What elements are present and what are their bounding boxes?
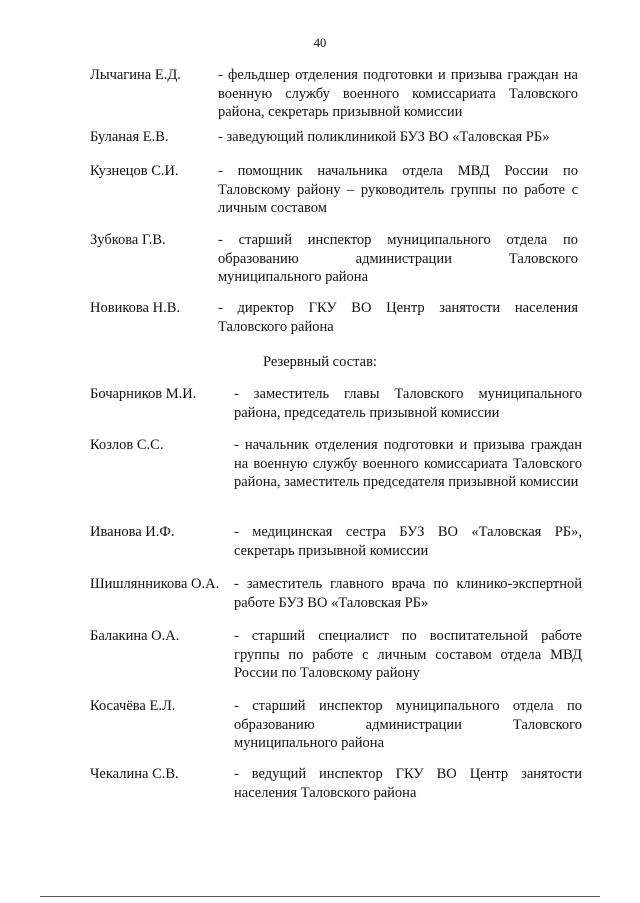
member-name: Кузнецов С.И.	[90, 163, 179, 179]
member-description: - начальник отделения подготовки и призыва граждан на военную службу военного комиссариата Таловского района, заместитель председателя призывной комиссии	[234, 437, 582, 490]
member-description: - старший инспектор муниципального отдела по образованию администрации Таловского муниципального района	[218, 232, 578, 285]
member-name: Буланая Е.В.	[90, 129, 169, 145]
member-description: - помощник начальника отдела МВД России по Таловскому району – руководитель группы по работе с личным составом	[218, 163, 578, 216]
member-description: - старший инспектор муниципального отдела по образованию администрации Таловского муниципального района	[234, 698, 582, 751]
member-description: - заведующий поликлиникой БУЗ ВО «Таловская РБ»	[218, 129, 550, 145]
member-description: - заместитель главного врача по клинико-экспертной работе БУЗ ВО «Таловская РБ»	[234, 576, 582, 611]
member-description: - директор ГКУ ВО Центр занятости населения Таловского района	[218, 300, 578, 335]
bottom-rule	[40, 896, 600, 897]
member-name: Новикова Н.В.	[90, 300, 180, 316]
member-description: - фельдшер отделения подготовки и призыва граждан на военную службу военного комиссариата Таловского района, секретарь призывной комиссии	[218, 67, 578, 120]
member-name: Балакина О.А.	[90, 628, 180, 644]
member-name: Бочарников М.И.	[90, 386, 197, 402]
member-description: - старший специалист по воспитательной работе группы по работе с личным составом отдела МВД России по Таловскому району	[234, 628, 582, 681]
member-name: Лычагина Е.Д.	[90, 67, 181, 83]
member-name: Козлов С.С.	[90, 437, 164, 453]
member-name: Шишлянникова О.А.	[90, 576, 220, 592]
member-description: - заместитель главы Таловского муниципального района, председатель призывной комиссии	[234, 386, 582, 421]
member-description: - медицинская сестра БУЗ ВО «Таловская РБ», секретарь призывной комиссии	[234, 524, 582, 559]
member-description: - ведущий инспектор ГКУ ВО Центр занятости населения Таловского района	[234, 766, 582, 801]
member-name: Чекалина С.В.	[90, 766, 179, 782]
member-name: Зубкова Г.В.	[90, 232, 166, 248]
reserve-section-title: Резервный состав:	[263, 354, 377, 370]
page-number: 40	[313, 36, 327, 50]
member-name: Косачёва Е.Л.	[90, 698, 176, 714]
member-name: Иванова И.Ф.	[90, 524, 175, 540]
